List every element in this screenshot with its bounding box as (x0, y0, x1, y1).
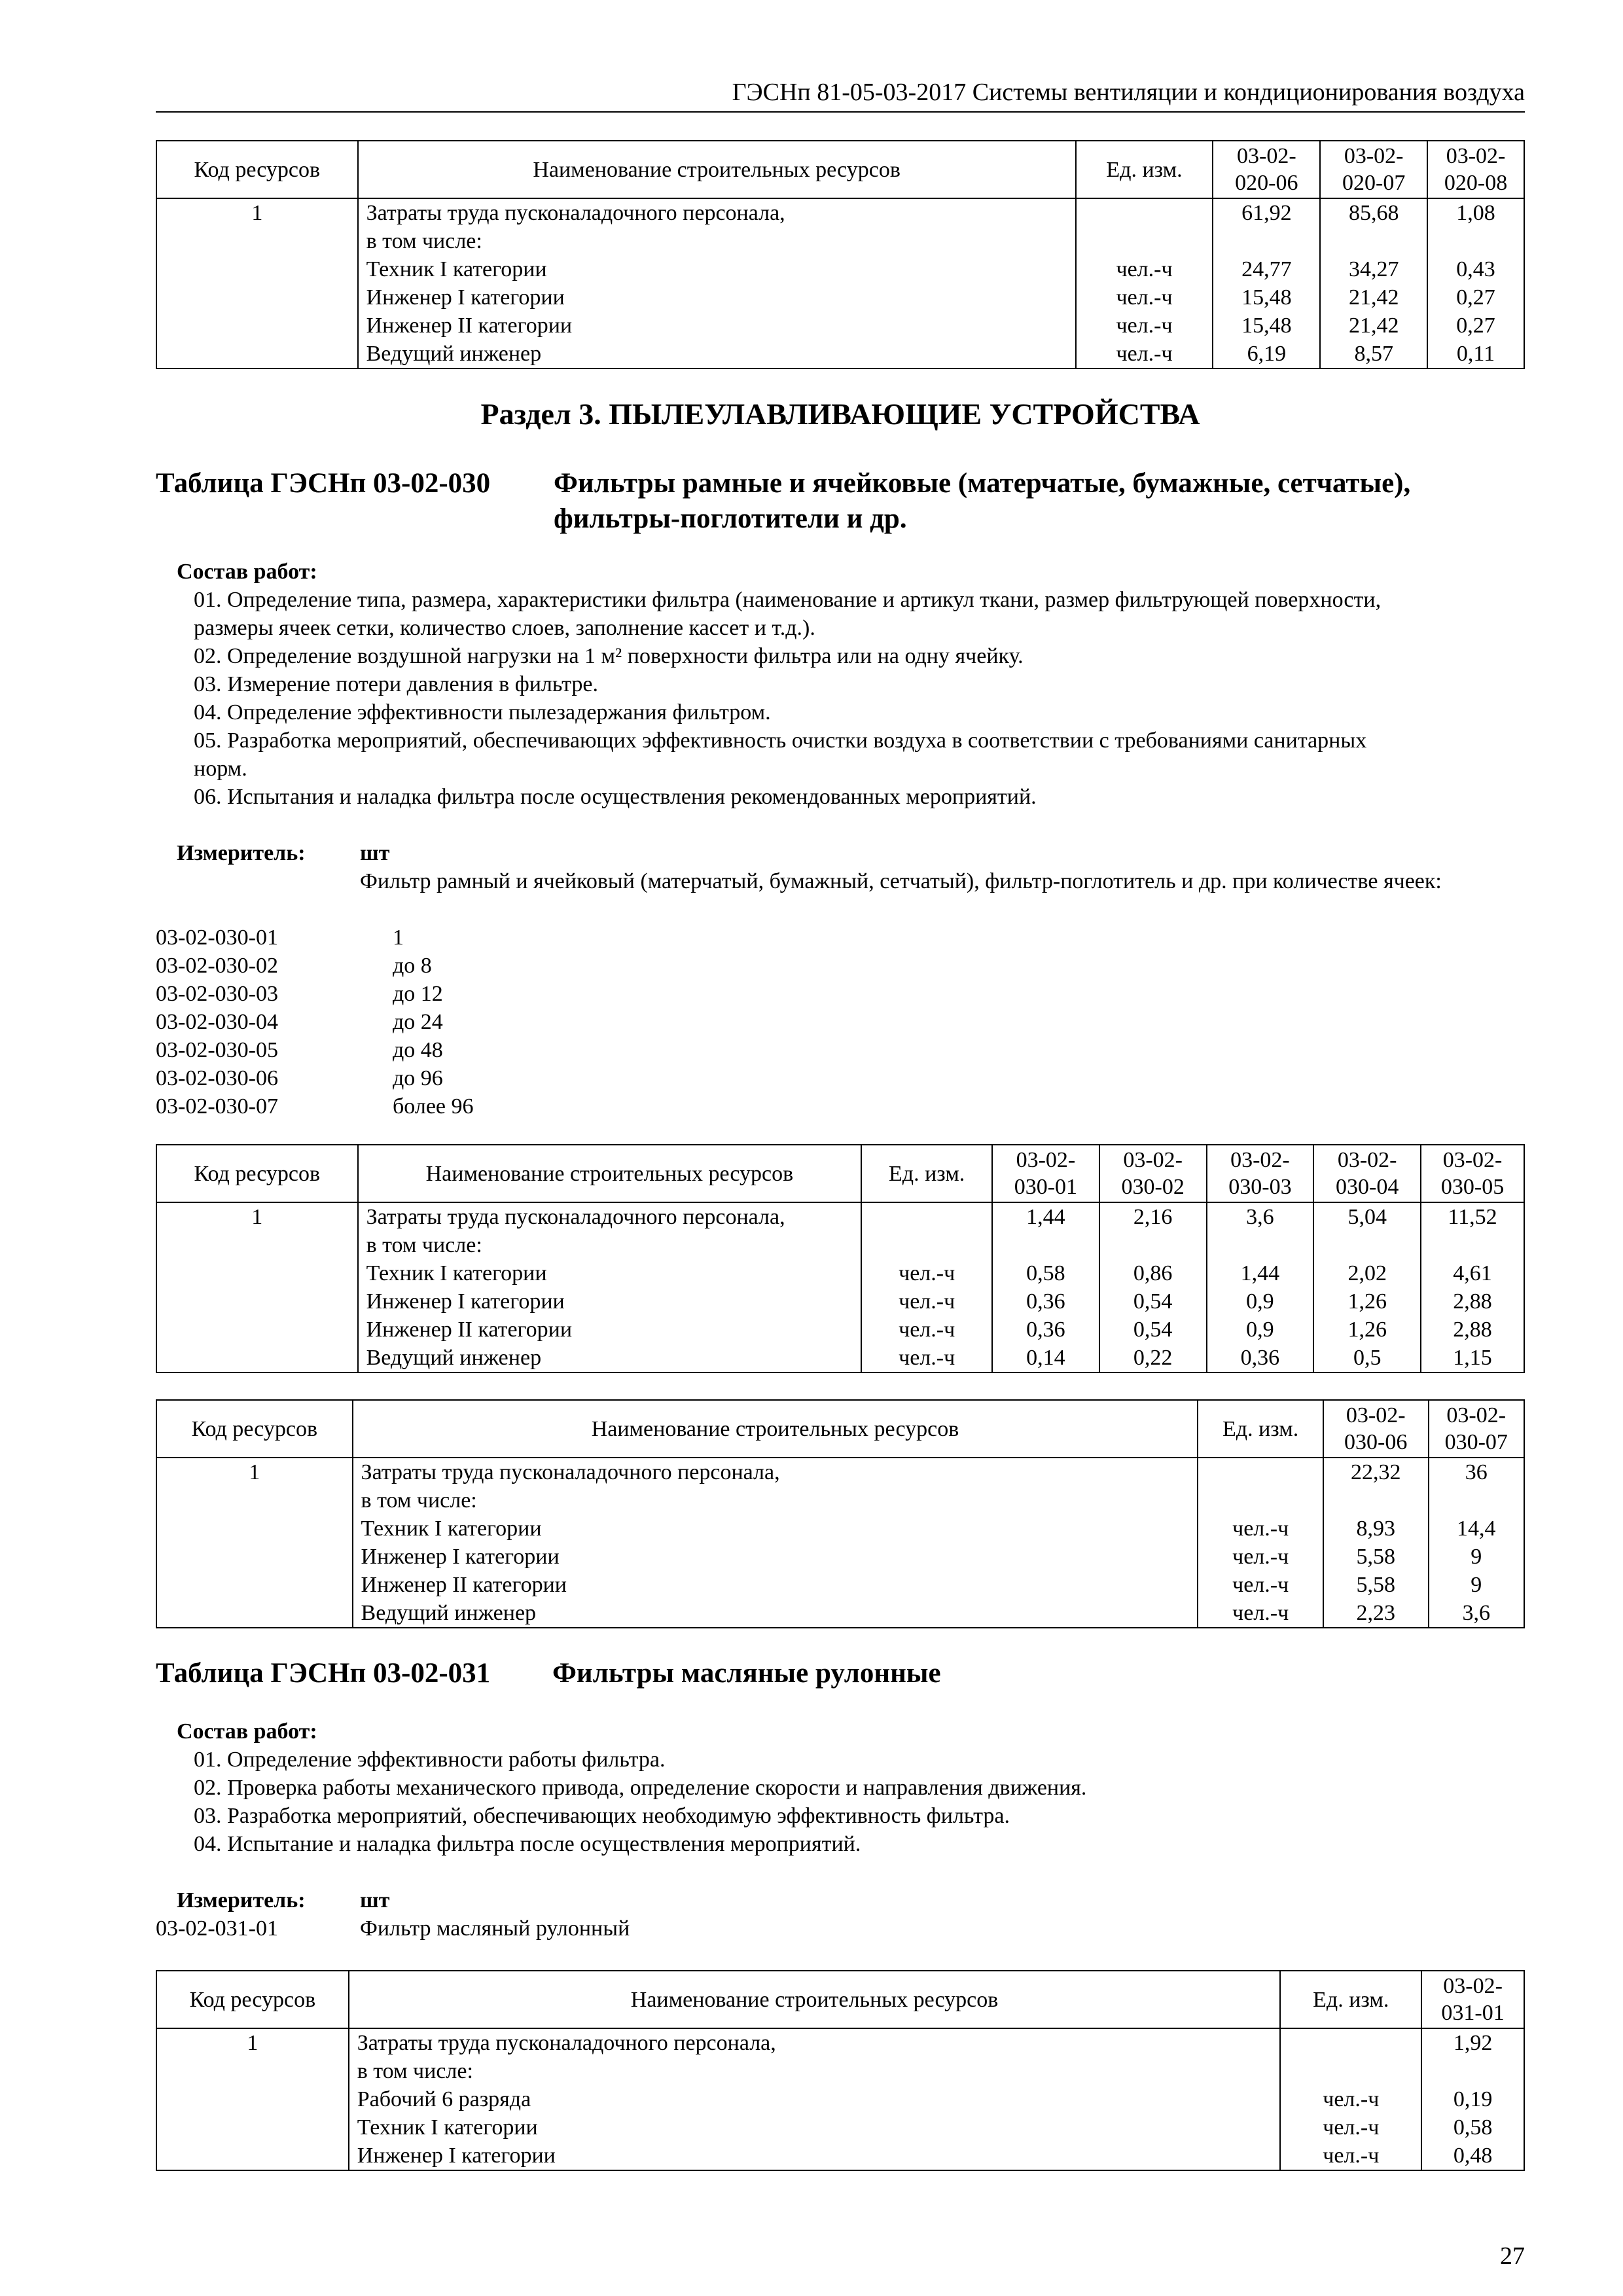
works-item: 06. Испытания и наладка фильтра после осуществления рекомендованных мероприятий. (194, 785, 1037, 809)
resource-unit: чел.-ч (1323, 2144, 1380, 2168)
works-item: 03. Измерение потери давления в фильтре. (194, 672, 598, 696)
resource-value: 11,52 (1448, 1205, 1497, 1229)
resource-units (1198, 1458, 1323, 1628)
norm-value: до 48 (393, 1038, 443, 1062)
resource-units (861, 1202, 992, 1372)
resource-value: 5,58 (1356, 1545, 1395, 1569)
resource-name: Затраты труда пусконаладочного персонала, (366, 201, 785, 225)
meter-label: Измеритель: (177, 841, 306, 865)
resource-value: 0,19 (1453, 2087, 1493, 2111)
header-norm-code: 03-02- 030-02 (1099, 1145, 1207, 1202)
resource-unit: чел.-ч (899, 1318, 955, 1342)
resource-value: 0,48 (1453, 2144, 1493, 2168)
resource-value (1429, 2057, 1517, 2085)
meter-row (156, 1886, 1525, 1914)
resource-value: 2,88 (1453, 1289, 1492, 1314)
resource-names (358, 198, 1076, 368)
meter-unit: шт (360, 841, 390, 865)
meter-row (156, 839, 1525, 867)
resource-unit (1083, 199, 1206, 227)
resource-value: 3,6 (1246, 1205, 1274, 1229)
resource-value (1436, 1486, 1517, 1515)
header-name: Наименование строительных ресурсов (358, 141, 1076, 198)
resource-unit: чел.-ч (1232, 1601, 1289, 1625)
works-header: Состав работ: (177, 560, 317, 584)
resource-name: в том числе: (357, 2059, 473, 2083)
resource-value: 22,32 (1350, 1460, 1401, 1484)
resource-value: 61,92 (1241, 201, 1292, 225)
resource-value: 3,6 (1462, 1601, 1490, 1625)
table-title: Фильтры рамные и ячейковые (матерчатые, бумажные, сетчатые), фильтры-поглотители и др. (554, 468, 1411, 534)
header-name: Наименование строительных ресурсов (353, 1400, 1198, 1458)
table-row (156, 1202, 1524, 1372)
resource-unit: чел.-ч (899, 1261, 955, 1285)
table-title: Фильтры масляные рулонные (552, 1658, 941, 1689)
norm-code: 03-02-030-04 (156, 1010, 278, 1034)
resource-name: Затраты труда пусконаладочного персонала, (361, 1460, 780, 1484)
header-norm-code: 03-02- 030-01 (992, 1145, 1099, 1202)
norm-code: 03-02-030-07 (156, 1094, 278, 1119)
header-norm-code: 03-02- 020-07 (1320, 141, 1427, 198)
resource-value: 21,42 (1348, 285, 1399, 310)
norm-items (156, 924, 1525, 1121)
resource-name: Техник I категории (357, 2115, 538, 2140)
norm-item (156, 1008, 1525, 1036)
resource-value: 85,68 (1348, 201, 1399, 225)
resource-name: Затраты труда пусконаладочного персонала, (357, 2031, 776, 2055)
header-norm-code: 03-02- 031-01 (1421, 1971, 1524, 2028)
resource-name: Техник I категории (361, 1516, 542, 1541)
resource-value: 4,61 (1453, 1261, 1492, 1285)
norm-value: Фильтр масляный рулонный (360, 1916, 630, 1941)
resource-value: 9 (1471, 1573, 1482, 1597)
norm-item (156, 952, 1525, 980)
table-row (156, 2028, 1524, 2170)
resource-name: в том числе: (361, 1488, 477, 1513)
resource-value: 1,44 (1240, 1261, 1280, 1285)
resource-values (1320, 198, 1427, 368)
resource-value: 0,27 (1456, 285, 1495, 310)
resource-name: Инженер I категории (357, 2144, 556, 2168)
meter-desc-row (156, 867, 1525, 924)
resource-name: Инженер II категории (366, 1318, 573, 1342)
resource-unit (1205, 1486, 1315, 1515)
norm-item (156, 980, 1525, 1008)
table-code: Таблица ГЭСНп 03-02-030 (156, 468, 491, 499)
norm-value: более 96 (393, 1094, 474, 1119)
resource-name: Ведущий инженер (366, 1346, 542, 1370)
resource-unit (1287, 2057, 1414, 2085)
resource-unit: чел.-ч (1323, 2087, 1380, 2111)
resource-unit: чел.-ч (1116, 342, 1173, 366)
header-unit: Ед. изм. (1280, 1971, 1421, 2028)
resource-value: 2,16 (1133, 1205, 1173, 1229)
resource-values (1421, 2028, 1524, 2170)
meter-unit: шт (360, 1888, 390, 1912)
norm-code: 03-02-031-01 (156, 1916, 278, 1941)
meter-description: Фильтр рамный и ячейковый (матерчатый, бумажный, сетчатый), фильтр-поглотитель и др. при количестве ячеек: (360, 869, 1442, 893)
resource-value: 0,9 (1246, 1289, 1274, 1314)
resource-value: 1,26 (1347, 1318, 1387, 1342)
resource-name: Техник I категории (366, 257, 547, 281)
resource-code: 1 (156, 1202, 358, 1372)
resource-code: 1 (156, 198, 358, 368)
norm-code: 03-02-030-06 (156, 1066, 278, 1090)
resource-name: Инженер I категории (366, 1289, 565, 1314)
resource-value (1107, 1231, 1200, 1259)
resource-unit (1205, 1458, 1315, 1486)
norm-code: 03-02-030-02 (156, 954, 278, 978)
header-name: Наименование строительных ресурсов (349, 1971, 1281, 2028)
resource-value: 0,58 (1453, 2115, 1493, 2140)
resource-value (1214, 1231, 1307, 1259)
resource-name: Инженер II категории (361, 1573, 567, 1597)
norm-value: 1 (393, 925, 404, 950)
resource-unit (868, 1231, 985, 1259)
resource-value: 0,58 (1026, 1261, 1065, 1285)
resource-value: 0,43 (1456, 257, 1495, 281)
meter-label: Измеритель: (177, 1888, 306, 1912)
resource-unit (1287, 2029, 1414, 2057)
resource-unit: чел.-ч (1232, 1516, 1289, 1541)
resource-value: 2,23 (1356, 1601, 1395, 1625)
norm-code: 03-02-030-03 (156, 982, 278, 1006)
resource-names (353, 1458, 1198, 1628)
resource-table (156, 1144, 1525, 1373)
resource-value: 0,22 (1133, 1346, 1173, 1370)
header-unit: Ед. изм. (1076, 141, 1213, 198)
header-norm-code: 03-02- 030-04 (1313, 1145, 1421, 1202)
resource-name: в том числе: (366, 1233, 482, 1257)
table-heading (156, 466, 1525, 538)
resource-value: 0,27 (1456, 314, 1495, 338)
resource-value: 6,19 (1247, 342, 1287, 366)
works-list (156, 558, 1525, 811)
resource-code: 1 (156, 2028, 349, 2170)
works-item: 05. Разработка мероприятий, обеспечивающих эффективность очистки воздуха в соответствии с требованиями санитарных (194, 728, 1367, 753)
norm-value: до 24 (393, 1010, 443, 1034)
resource-value: 1,26 (1347, 1289, 1387, 1314)
resource-unit: чел.-ч (1116, 257, 1173, 281)
header-norm-code: 03-02- 020-06 (1213, 141, 1320, 198)
norm-item (156, 924, 1525, 952)
norm-value: до 96 (393, 1066, 443, 1090)
resource-name: Ведущий инженер (366, 342, 542, 366)
header-norm-code: 03-02- 030-03 (1207, 1145, 1314, 1202)
resource-unit: чел.-ч (1232, 1573, 1289, 1597)
works-item: 02. Определение воздушной нагрузки на 1 м² поверхности фильтра или на одну ячейку. (194, 644, 1024, 668)
resource-values (1313, 1202, 1421, 1372)
resource-value: 2,88 (1453, 1318, 1492, 1342)
norm-value: до 8 (393, 954, 432, 978)
resource-name: Техник I категории (366, 1261, 547, 1285)
resource-name: Инженер I категории (366, 285, 565, 310)
resource-value: 0,54 (1133, 1289, 1173, 1314)
meter-block (156, 1886, 1525, 1943)
table-row (156, 198, 1524, 368)
resource-value: 2,02 (1347, 1261, 1387, 1285)
resource-value: 24,77 (1241, 257, 1292, 281)
resource-values (1213, 198, 1320, 368)
resource-value: 0,54 (1133, 1318, 1173, 1342)
header-code: Код ресурсов (156, 141, 358, 198)
resource-value: 1,15 (1453, 1346, 1492, 1370)
works-item: 04. Определение эффективности пылезадержания фильтром. (194, 700, 771, 725)
norm-item (156, 1036, 1525, 1064)
resource-value: 5,04 (1347, 1205, 1387, 1229)
norm-item (156, 1064, 1525, 1092)
resource-values (1099, 1202, 1207, 1372)
norm-code: 03-02-030-05 (156, 1038, 278, 1062)
header-norm-code: 03-02- 030-05 (1421, 1145, 1524, 1202)
works-item: 01. Определение типа, размера, характеристики фильтра (наименование и артикул ткани, размер фильтрующей поверхности, (194, 588, 1382, 612)
meter-block (156, 839, 1525, 1121)
resource-value: 0,9 (1246, 1318, 1274, 1342)
resource-value: 1,44 (1026, 1205, 1065, 1229)
resource-value (1327, 227, 1420, 255)
resource-value: 5,58 (1356, 1573, 1395, 1597)
resource-value: 0,11 (1456, 342, 1495, 366)
resource-table (156, 1970, 1525, 2171)
resource-value (1435, 227, 1517, 255)
resource-value: 36 (1465, 1460, 1488, 1484)
resource-values (1323, 1458, 1429, 1628)
resource-name: Затраты труда пусконаладочного персонала, (366, 1205, 785, 1229)
resource-unit: чел.-ч (899, 1289, 955, 1314)
resource-value (1321, 1231, 1414, 1259)
resource-value: 1,08 (1456, 201, 1495, 225)
resource-value: 21,42 (1348, 314, 1399, 338)
resource-unit (1083, 227, 1206, 255)
running-header: ГЭСНп 81-05-03-2017 Системы вентиляции и кондиционирования воздуха (156, 77, 1525, 113)
resource-value: 0,36 (1026, 1318, 1065, 1342)
works-item: норм. (194, 757, 247, 781)
table-heading (156, 1656, 1525, 1691)
resource-unit: чел.-ч (1116, 285, 1173, 310)
resource-value: 9 (1471, 1545, 1482, 1569)
resource-units (1280, 2028, 1421, 2170)
works-item: 01. Определение эффективности работы фильтра. (194, 1748, 666, 1772)
works-item: 02. Проверка работы механического привода, определение скорости и направления движения. (194, 1776, 1087, 1800)
table-code: Таблица ГЭСНп 03-02-031 (156, 1658, 491, 1689)
resource-value: 15,48 (1241, 285, 1292, 310)
resource-values (1207, 1202, 1314, 1372)
page-number: 27 (1500, 2242, 1525, 2270)
resource-unit (868, 1203, 985, 1231)
header-norm-code: 03-02- 030-06 (1323, 1400, 1429, 1458)
resource-value (999, 1231, 1092, 1259)
resource-value (1330, 1486, 1421, 1515)
resource-code: 1 (156, 1458, 353, 1628)
header-name: Наименование строительных ресурсов (358, 1145, 862, 1202)
resource-unit: чел.-ч (1323, 2115, 1380, 2140)
resource-names (358, 1202, 862, 1372)
resource-unit: чел.-ч (899, 1346, 955, 1370)
norm-items (156, 1914, 1525, 1943)
resource-value (1220, 227, 1313, 255)
resource-value: 15,48 (1241, 314, 1292, 338)
resource-value: 34,27 (1348, 257, 1399, 281)
resource-name: Инженер I категории (361, 1545, 560, 1569)
resource-values (1429, 1458, 1524, 1628)
works-header: Состав работ: (177, 1719, 317, 1744)
norm-item (156, 1914, 1525, 1943)
norm-code: 03-02-030-01 (156, 925, 278, 950)
header-code: Код ресурсов (156, 1971, 349, 2028)
works-item: размеры ячеек сетки, количество слоев, заполнение кассет и т.д.). (194, 616, 815, 640)
norm-value: до 12 (393, 982, 443, 1006)
header-norm-code: 03-02- 030-07 (1429, 1400, 1524, 1458)
header-code: Код ресурсов (156, 1145, 358, 1202)
header-norm-code: 03-02- 020-08 (1427, 141, 1524, 198)
resource-value: 0,86 (1133, 1261, 1173, 1285)
header-unit: Ед. изм. (1198, 1400, 1323, 1458)
works-list (156, 1717, 1525, 1858)
resource-names (349, 2028, 1281, 2170)
resource-name: Рабочий 6 разряда (357, 2087, 531, 2111)
section-title: Раздел 3. ПЫЛЕУЛАВЛИВАЮЩИЕ УСТРОЙСТВА (480, 397, 1200, 431)
norm-item (156, 1092, 1525, 1121)
resource-unit: чел.-ч (1116, 314, 1173, 338)
resource-value: 0,14 (1026, 1346, 1065, 1370)
table-row (156, 1458, 1524, 1628)
resource-name: Ведущий инженер (361, 1601, 537, 1625)
header-code: Код ресурсов (156, 1400, 353, 1458)
resource-values (1427, 198, 1524, 368)
resource-value: 0,5 (1353, 1346, 1382, 1370)
resource-value (1428, 1231, 1517, 1259)
resource-value: 0,36 (1240, 1346, 1280, 1370)
resource-value: 8,57 (1354, 342, 1393, 366)
resource-table (156, 1399, 1525, 1628)
resource-unit: чел.-ч (1232, 1545, 1289, 1569)
works-item: 03. Разработка мероприятий, обеспечивающих необходимую эффективность фильтра. (194, 1804, 1010, 1828)
resource-value: 8,93 (1356, 1516, 1395, 1541)
resource-value: 1,92 (1453, 2031, 1493, 2055)
resource-name: Инженер II категории (366, 314, 573, 338)
resource-units (1076, 198, 1213, 368)
resource-name: в том числе: (366, 229, 482, 253)
resource-values (992, 1202, 1099, 1372)
resource-values (1421, 1202, 1524, 1372)
resource-value: 14,4 (1457, 1516, 1496, 1541)
resource-table (156, 140, 1525, 369)
works-item: 04. Испытание и наладка фильтра после осуществления мероприятий. (194, 1832, 861, 1856)
resource-value: 0,36 (1026, 1289, 1065, 1314)
header-unit: Ед. изм. (861, 1145, 992, 1202)
